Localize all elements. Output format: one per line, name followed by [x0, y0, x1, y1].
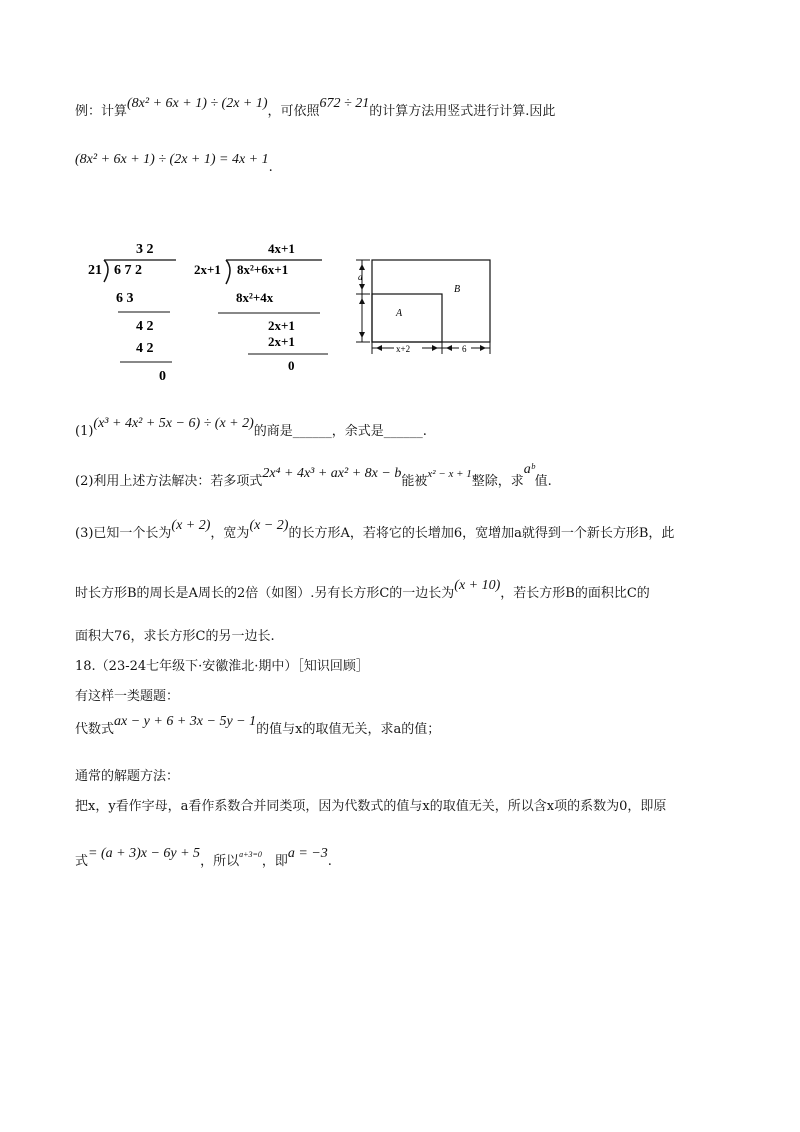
q18-line-4: 把x，y看作字母，a看作系数合并同类项，因为代数式的值与x的取值无关，所以含x项的系数为0，即原 [75, 799, 667, 814]
q18-text: 的值与x的取值无关，求a的值； [256, 722, 441, 737]
q18-text-b: ，所以 [200, 854, 240, 869]
bottom-left-label: x+2 [396, 344, 411, 354]
rectangle-a [372, 294, 442, 342]
example-result-equation: (8x² + 6x + 1) ÷ (2x + 1) = 4x + 1 [75, 152, 269, 167]
poly-step1: 8x²+4x [236, 290, 274, 305]
q18-answer: a = −3 [287, 846, 328, 861]
q1-number: (1) [75, 424, 94, 439]
q18-header: 18.（23-24七年级下·安徽淮北·期中）［知识回顾］ [75, 659, 369, 674]
example-label: 例：计算 [75, 104, 128, 119]
poly-step2: 2x+1 [268, 334, 295, 349]
example-expression: (8x² + 6x + 1) ÷ (2x + 1) [127, 96, 268, 111]
q18-label: 代数式 [75, 722, 115, 737]
num-dividend: 6 7 2 [114, 263, 142, 278]
q18-text-c: ，即 [261, 854, 288, 869]
poly-quotient: 4x+1 [268, 241, 295, 256]
q3-side-expression: (x + 10) [454, 578, 501, 593]
q1-expression: (x³ + 4x² + 5x − 6) ÷ (x + 2) [93, 416, 254, 431]
q18-line-5 [75, 846, 332, 870]
question-1 [75, 416, 427, 440]
q2-text-2: 能被 [401, 474, 428, 489]
num-quotient: 3 2 [136, 242, 154, 257]
example-line-1 [75, 96, 556, 120]
q2-divisor-polynomial: x² − x + 1 [427, 468, 472, 480]
q18-condition: a+3=0 [239, 850, 262, 859]
q2-text-4: 值. [534, 474, 552, 489]
example-text-2: 的计算方法用竖式进行计算.因此 [369, 104, 556, 119]
q3-text-4: 时长方形B的周长是A周长的2倍（如图）.另有长方形C的一边长为 [75, 586, 455, 601]
num-remainder-1: 4 2 [136, 319, 154, 334]
q18-expression: ax − y + 6 + 3x − 5y − 1 [114, 714, 257, 729]
q18-text-d: . [327, 854, 332, 869]
q18-line-2 [75, 714, 441, 738]
q2-text-3: 整除，求 [471, 474, 524, 489]
q2-polynomial: 2x⁴ + 4x³ + ax² + 8x − b [262, 466, 402, 481]
rectangle-diagram [356, 260, 490, 354]
rectangle-b [372, 260, 490, 342]
rectangle-b-label: B [454, 284, 461, 295]
num-step2: 4 2 [136, 341, 154, 356]
polynomial-long-division [194, 241, 328, 373]
rectangle-a-label: A [396, 308, 403, 319]
question-2 [75, 462, 552, 490]
example-text: ，可依照 [267, 104, 320, 119]
q18-line-1: 有这样一类题题： [75, 689, 180, 704]
q3-length-expression: (x + 2) [171, 518, 211, 533]
division-and-rectangle-figure [0, 240, 800, 380]
poly-dividend: 8x²+6x+1 [237, 262, 289, 277]
question-3-line-3: 面积大76，求长方形C的另一边长. [75, 629, 275, 644]
num-step1: 6 3 [116, 291, 134, 306]
num-remainder-2: 0 [159, 369, 166, 380]
q1-text: 的商是______，余式是______. [253, 424, 427, 439]
side-a-label: a [358, 272, 363, 282]
q3-text-5: ，若长方形B的面积比C的 [500, 586, 650, 601]
example-number-division: 672 ÷ 21 [319, 96, 370, 111]
question-3-line-2 [75, 578, 650, 602]
q3-text-1: (3)已知一个长为 [75, 526, 172, 541]
poly-divisor: 2x+1 [194, 262, 221, 277]
num-divisor: 21 [88, 263, 102, 278]
example-period: . [268, 160, 273, 175]
example-line-2 [75, 152, 273, 176]
poly-remainder-2: 0 [288, 358, 295, 373]
bottom-right-label: 6 [462, 344, 467, 354]
q2-text-1: (2)利用上述方法解决：若多项式 [75, 474, 263, 489]
q3-text-3: 的长方形A，若将它的长增加6，宽增加a就得到一个新长方形B，此 [288, 526, 675, 541]
q18-text-a: 式 [75, 854, 89, 869]
q18-line-3: 通常的解题方法： [75, 769, 180, 784]
poly-remainder-1: 2x+1 [268, 318, 295, 333]
numeric-long-division [88, 242, 176, 380]
question-3-line-1 [75, 518, 675, 542]
q2-power-expression: aᵇ [523, 462, 535, 477]
q18-simplified-expression: = (a + 3)x − 6y + 5 [88, 846, 201, 861]
q3-width-expression: (x − 2) [249, 518, 289, 533]
q3-text-2: ，宽为 [210, 526, 250, 541]
